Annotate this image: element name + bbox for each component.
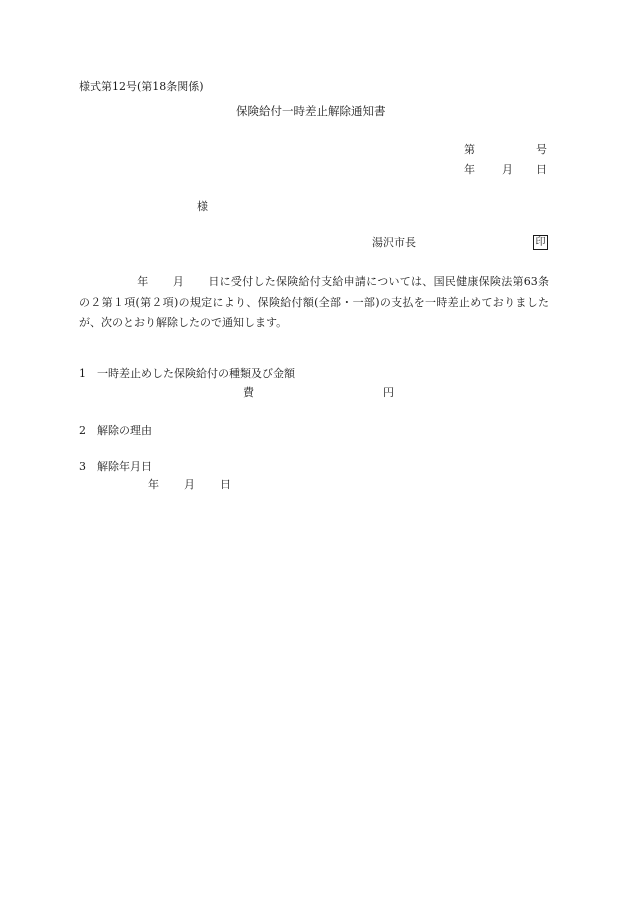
section-2-label: 解除の理由: [97, 424, 152, 437]
body-month: 月: [172, 275, 185, 288]
section-3-label: 解除年月日: [97, 460, 152, 473]
doc-number-suffix: 号: [536, 143, 547, 156]
form-number: 様式第12号(第18条関係): [79, 80, 204, 93]
document-title: 保険給付一時差止解除通知書: [236, 104, 386, 118]
doc-number-prefix: 第: [464, 143, 475, 156]
issue-date-year: 年: [464, 163, 475, 176]
amount-expense-label: 費: [243, 386, 254, 399]
release-date-month: 月: [184, 478, 195, 491]
issue-date-day: 日: [536, 163, 547, 176]
issue-date-month: 月: [502, 163, 513, 176]
section-3-number: 3: [79, 460, 86, 473]
addressee-suffix: 様: [197, 200, 208, 213]
section-2-number: 2: [79, 424, 86, 437]
seal-mark: 印: [533, 235, 548, 250]
section-1-number: 1: [79, 367, 86, 380]
issuer-name: 湯沢市長: [372, 236, 416, 249]
body-year: 年: [137, 275, 149, 288]
notice-body: [79, 272, 549, 334]
amount-yen-label: 円: [383, 386, 394, 399]
release-date-year: 年: [148, 478, 159, 491]
body-text: 日に受付した保険給付支給申請については、国民健康保険法第63条の２第１項(第２項)の規定により、保険給付額(全部・一部)の支払を一時差止めておりましたが、次のとおり解除したので通知します。: [79, 275, 550, 329]
release-date-day: 日: [220, 478, 231, 491]
section-1-label: 一時差止めした保険給付の種類及び金額: [97, 367, 295, 380]
